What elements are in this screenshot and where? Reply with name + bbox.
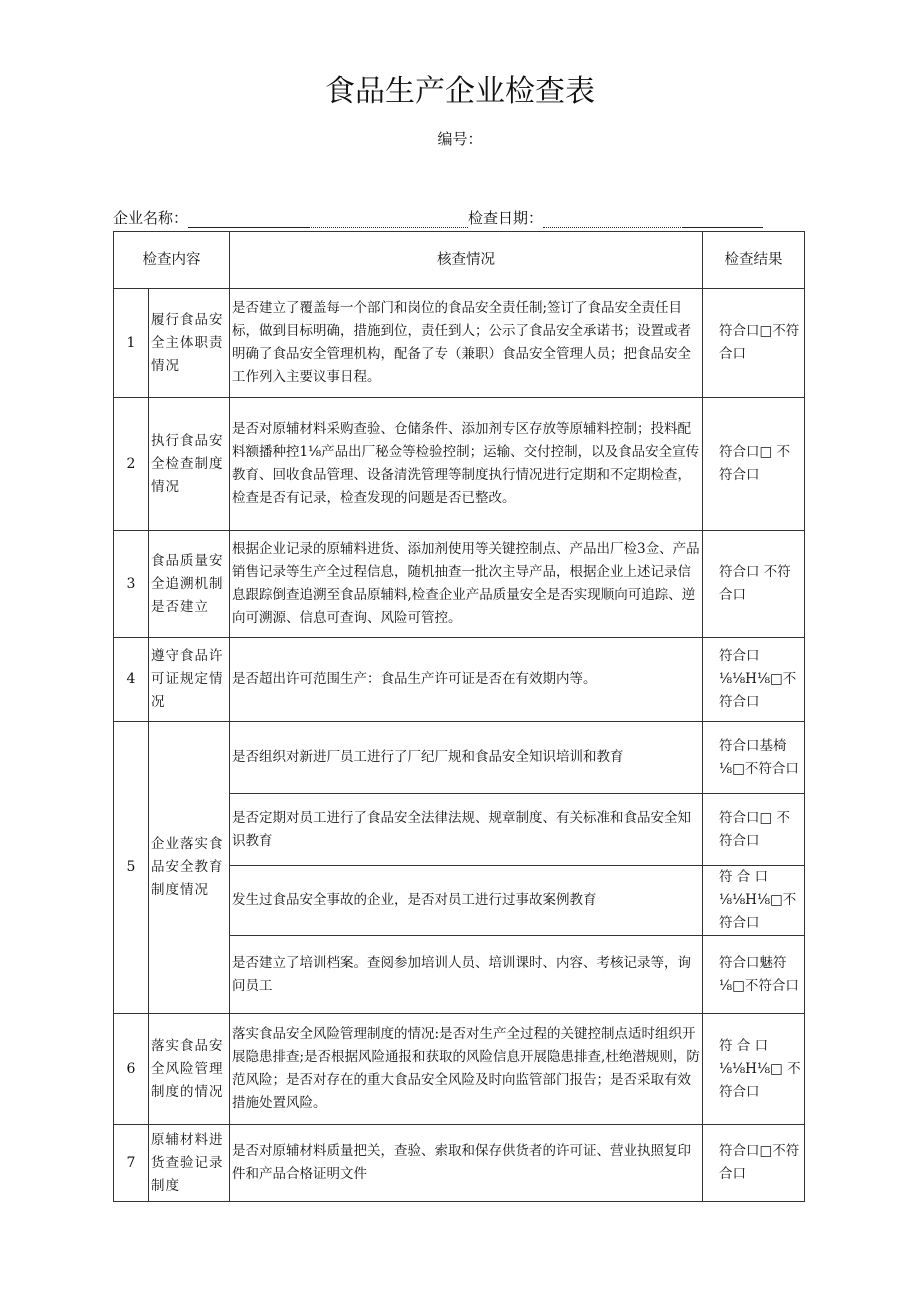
inspection-item: 遵守食品许可证规定情况 [149,638,230,722]
inspection-date-field-line[interactable] [683,211,763,228]
table-row [114,722,805,794]
inspection-result-checkbox[interactable]: 符合口□不符合口 [703,1125,805,1202]
row-number: 1 [114,289,149,398]
row-number: 2 [114,398,149,531]
row-number: 3 [114,531,149,638]
table-header-row [114,232,805,289]
table-row [114,398,805,531]
header-content: 检查内容 [114,232,230,289]
inspection-detail: 是否建立了培训档案。查阅参加培训人员、培训课时、内容、考核记录等，询问员工 [230,936,703,1014]
inspection-detail: 是否超出许可范围生产：食品生产许可证是否在有效期内等。 [230,638,703,722]
table-row [114,531,805,638]
company-name-field-dots[interactable] [308,211,468,228]
row-number: 7 [114,1125,149,1202]
table-row [114,1125,805,1202]
company-name-field[interactable] [188,211,308,228]
inspection-result-checkbox[interactable]: 符合口□ 不符合口 [703,398,805,531]
inspection-result-checkbox[interactable]: 符 合 口 ⅛⅛H⅛□不符合口 [703,866,805,936]
inspection-result-checkbox[interactable]: 符合口 不符合口 [703,531,805,638]
inspection-item: 企业落实食品安全教育制度情况 [149,722,230,1014]
inspection-result-checkbox[interactable]: 符合口基椅⅛□不符合口 [703,722,805,794]
company-name-label: 企业名称： [113,209,189,227]
row-number: 6 [114,1014,149,1125]
inspection-detail: 是否定期对员工进行了食品安全法律法规、规章制度、有关标准和食品安全知识教育 [230,794,703,866]
inspection-detail: 发生过食品安全事故的企业，是否对员工进行过事故案例教育 [230,866,703,936]
inspection-detail: 落实食品安全风险管理制度的情况:是否对生产全过程的关键控制点适时组织开展隐患排查;是否根据风险通报和获取的风险信息开展隐患排查,杜绝潜规则，防范风险；是否对存在的重大食品安全风险及时向监管部门报告；是否采取有效措施处置风险。 [230,1014,703,1125]
inspection-item: 执行食品安全检查制度情况 [149,398,230,531]
header-result: 检查结果 [703,232,805,289]
inspection-result-checkbox[interactable]: 符合口□不符合口 [703,289,805,398]
inspection-detail: 是否对原辅材料质量把关，查验、索取和保存供货者的许可证、营业执照复印件和产品合格证明文件 [230,1125,703,1202]
serial-number-label: 编号： [437,130,483,148]
inspection-date-label: 检查日期： [468,209,544,227]
table-row [114,1014,805,1125]
table-row [114,638,805,722]
inspection-item: 履行食品安全主体职责情况 [149,289,230,398]
header-detail: 核查情况 [230,232,703,289]
inspection-detail: 是否建立了覆盖每一个部门和岗位的食品安全责任制;签订了食品安全责任目标，做到目标明确，措施到位，责任到人；公示了食品安全承诺书；设置或者明确了食品安全管理机构，配备了专（兼职）食品安全管理人员；把食品安全工作列入主要议事日程。 [230,289,703,398]
row-number: 4 [114,638,149,722]
inspection-date-field[interactable] [543,211,683,228]
inspection-result-checkbox[interactable]: 符合口□ 不符合口 [703,794,805,866]
inspection-table [113,231,805,1202]
inspection-result-checkbox[interactable]: 符合口魅符⅛□不符合口 [703,936,805,1014]
row-number: 5 [114,722,149,1014]
inspection-detail: 根据企业记录的原辅料进货、添加剂使用等关键控制点、产品出厂检3佥、产品销售记录等生产全过程信息，随机抽查一批次主导产品，根据企业上述记录信息跟踪倒查追溯至食品原辅料,检查企业产品质量安全是否实现顺向可追踪、逆向可溯源、信息可查询、风险可管控。 [230,531,703,638]
inspection-item: 食品质量安全追溯机制是否建立 [149,531,230,638]
inspection-item: 原辅材料进货查验记录制度 [149,1125,230,1202]
header-fields [113,207,803,228]
inspection-result-checkbox[interactable]: 符合口 ⅛⅛H⅛□不符合口 [703,638,805,722]
inspection-item: 落实食品安全风险管理制度的情况 [149,1014,230,1125]
page-title: 食品生产企业检查表 [325,74,595,109]
inspection-result-checkbox[interactable]: 符 合 口 ⅛⅛H⅛□ 不符合口 [703,1014,805,1125]
table-row [114,289,805,398]
inspection-detail: 是否对原辅材料采购查验、仓储条件、添加剂专区存放等原辅料控制；投料配料额播种控1⅛产品出厂秘佥等检验控制；运输、交付控制，以及食品安全宣传教育、回收食品管理、设备清洗管理等制度执行情况进行定期和不定期检查，检查是否有记录，检查发现的问题是否已整改。 [230,398,703,531]
inspection-detail: 是否组织对新进厂员工进行了厂纪厂规和食品安全知识培训和教育 [230,722,703,794]
